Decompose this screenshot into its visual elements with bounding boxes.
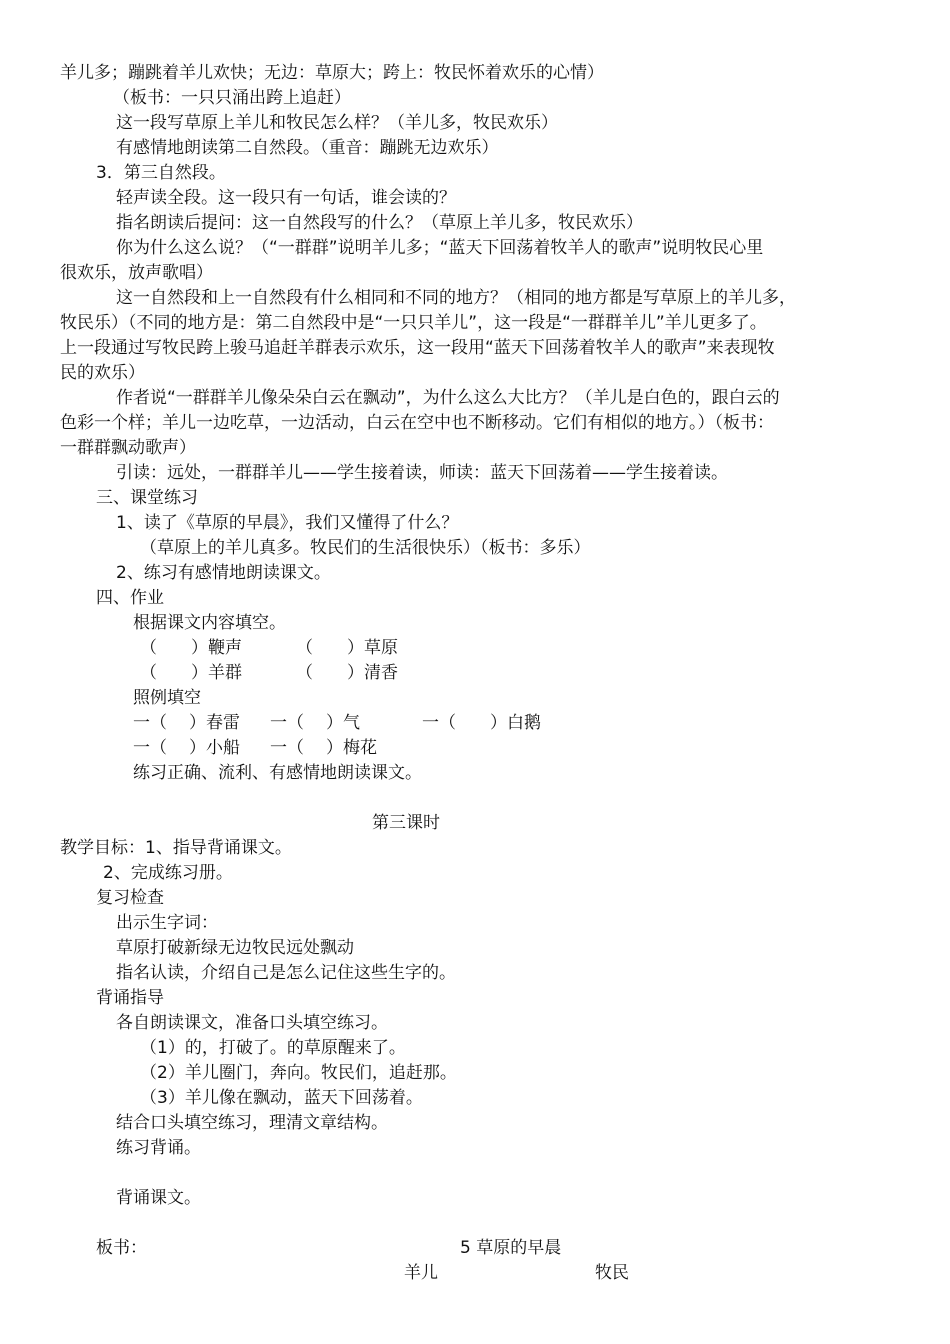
board-word-herdsmen: 牧民 <box>595 1263 629 1283</box>
paragraph-line: 很欢乐，放声歌唱） <box>60 263 213 283</box>
section-heading: 复习检查 <box>96 888 164 908</box>
fill-blank-word: ）鞭声 <box>191 638 242 658</box>
teaching-goal: 2、完成练习册。 <box>103 863 233 883</box>
measure-word-open: 一（ <box>270 713 304 733</box>
paragraph-line: 有感情地朗读第二自然段。（重音：蹦跳无边欢乐） <box>116 138 499 158</box>
paragraph-line: 作者说“一群群羊儿像朵朵白云在飘动”，为什么这么大比方？（羊儿是白色的，跟白云的 <box>116 388 780 408</box>
exercise-item: 1、读了《草原的早晨》，我们又懂得了什么？ <box>116 513 459 533</box>
fill-blank-open: （ <box>296 638 313 658</box>
recitation-item: （1）的，打破了。的草原醒来了。 <box>140 1038 406 1058</box>
fill-blank-row <box>296 636 398 661</box>
board-title: 5 草原的早晨 <box>460 1238 562 1258</box>
fill-blank-word: ）清香 <box>347 663 398 683</box>
measure-word-noun: ）气 <box>326 713 360 733</box>
paragraph-line: 你为什么这么说？（“一群群”说明羊儿多；“蓝天下回荡着牧羊人的歌声”说明牧民心里 <box>116 238 764 258</box>
homework-instruction: 练习正确、流利、有感情地朗读课文。 <box>133 763 422 783</box>
paragraph-line: 指名朗读后提问：这一自然段写的什么？（草原上羊儿多，牧民欢乐） <box>116 213 643 233</box>
board-note: （板书：一只只涌出跨上追赶） <box>113 88 351 108</box>
fill-blank-open: （ <box>140 663 157 683</box>
teaching-goal: 教学目标：1、指导背诵课文。 <box>60 838 292 858</box>
fill-blank-word: ）草原 <box>347 638 398 658</box>
paragraph-line: 引读：远处，一群群羊儿——学生接着读，师读：蓝天下回荡着——学生接着读。 <box>116 463 728 483</box>
fill-blank-open: （ <box>140 638 157 658</box>
paragraph-line: 各自朗读课文，准备口头填空练习。 <box>116 1013 388 1033</box>
paragraph-line: 指名认读，介绍自己是怎么记住这些生字的。 <box>116 963 456 983</box>
fill-blank-row <box>140 661 242 686</box>
exercise-answer: （草原上的羊儿真多。牧民们的生活很快乐）（板书：多乐） <box>140 538 591 558</box>
measure-word-item <box>133 711 240 736</box>
fill-blank-open: （ <box>296 663 313 683</box>
measure-word-item <box>133 736 240 761</box>
paragraph-line: 轻声读全段。这一段只有一句话，谁会读的？ <box>116 188 456 208</box>
board-word-sheep: 羊儿 <box>404 1263 438 1283</box>
fill-blank-row <box>296 661 398 686</box>
section-heading: 三、课堂练习 <box>96 488 198 508</box>
measure-word-open: 一（ <box>133 738 167 758</box>
homework-instruction: 照例填空 <box>133 688 201 708</box>
paragraph-line: 背诵课文。 <box>116 1188 201 1208</box>
recitation-item: （3）羊儿像在飘动，蓝天下回荡着。 <box>140 1088 423 1108</box>
measure-word-noun: ）白鹅 <box>490 713 541 733</box>
paragraph-line: 羊儿多；蹦跳着羊儿欢快；无边：草原大；跨上：牧民怀着欢乐的心情） <box>60 63 604 83</box>
lesson-title: 第三课时 <box>372 813 440 833</box>
measure-word-item <box>422 711 541 736</box>
measure-word-noun: ）梅花 <box>326 738 377 758</box>
paragraph-line: 牧民乐）（不同的地方是：第二自然段中是“一只只羊儿”，这一段是“一群群羊儿”羊儿更多了。 <box>60 313 767 333</box>
section-heading: 3．第三自然段。 <box>96 163 226 183</box>
recitation-item: （2）羊儿圈门，奔向。牧民们，追赶那。 <box>140 1063 457 1083</box>
measure-word-noun: ）小船 <box>189 738 240 758</box>
section-heading: 背诵指导 <box>96 988 164 1008</box>
homework-instruction: 根据课文内容填空。 <box>133 613 286 633</box>
paragraph-line: 结合口头填空练习，理清文章结构。 <box>116 1113 388 1133</box>
paragraph-line: 民的欢乐） <box>60 363 145 383</box>
measure-word-noun: ）春雷 <box>189 713 240 733</box>
measure-word-open: 一（ <box>422 713 456 733</box>
measure-word-open: 一（ <box>133 713 167 733</box>
section-heading: 四、作业 <box>96 588 164 608</box>
measure-word-open: 一（ <box>270 738 304 758</box>
fill-blank-row <box>140 636 242 661</box>
measure-word-item <box>270 711 360 736</box>
paragraph-line: 这一段写草原上羊儿和牧民怎么样？（羊儿多，牧民欢乐） <box>116 113 558 133</box>
paragraph-line: 出示生字词： <box>116 913 218 933</box>
paragraph-line: 一群群飘动歌声） <box>60 438 196 458</box>
exercise-item: 2、练习有感情地朗读课文。 <box>116 563 331 583</box>
vocabulary-list: 草原打破新绿无边牧民远处飘动 <box>116 938 354 958</box>
board-label: 板书： <box>96 1238 147 1258</box>
fill-blank-word: ）羊群 <box>191 663 242 683</box>
paragraph-line: 上一段通过写牧民跨上骏马追赶羊群表示欢乐，这一段用“蓝天下回荡着牧羊人的歌声”来表现牧 <box>60 338 775 358</box>
measure-word-item <box>270 736 377 761</box>
paragraph-line: 这一自然段和上一自然段有什么相同和不同的地方？（相同的地方都是写草原上的羊儿多， <box>116 288 796 308</box>
paragraph-line: 色彩一个样；羊儿一边吃草，一边活动，白云在空中也不断移动。它们有相似的地方。）（板书： <box>60 413 774 433</box>
paragraph-line: 练习背诵。 <box>116 1138 201 1158</box>
